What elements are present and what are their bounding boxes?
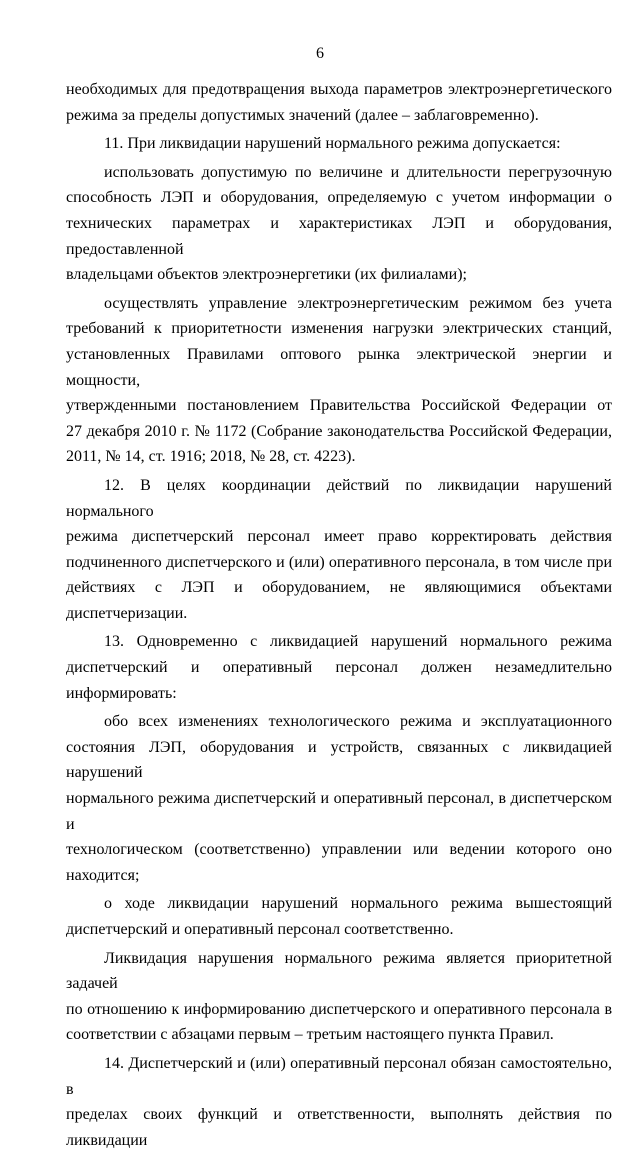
text-line: 12. В целях координации действий по ликвидации нарушений нормального	[66, 476, 612, 520]
text-line: владельцами объектов электроэнергетики (их филиалами);	[66, 266, 467, 284]
paragraph-regime-control	[66, 291, 612, 470]
text-line: соответствии с абзацами первым – третьим настоящего пункта Правил.	[66, 1026, 554, 1044]
text-line: утвержденными постановлением Правительства Российской Федерации от	[66, 397, 612, 415]
paragraph-item-13	[66, 629, 612, 706]
text-line: 27 декабря 2010 г. № 1172 (Собрание законодательства Российской Федерации,	[66, 422, 612, 440]
text-line: обо всех изменениях технологического режима и эксплуатационного	[104, 713, 612, 731]
text-line: действиях с ЛЭП и оборудованием, не являющимися объектами диспетчеризации.	[66, 579, 612, 622]
text-line: Ликвидация нарушения нормального режима является приоритетной задачей	[66, 949, 612, 993]
text-line: установленных Правилами оптового рынка электрической энергии и мощности,	[66, 345, 612, 389]
text-line: о ходе ликвидации нарушений нормального режима вышестоящий	[104, 895, 612, 913]
text-line: технических параметрах и характеристиках ЛЭП и оборудования, предоставленной	[66, 214, 612, 258]
paragraph-priority	[66, 946, 612, 1048]
paragraph-item-14	[66, 1051, 612, 1153]
text-line: 11. При ликвидации нарушений нормального режима допускается:	[104, 135, 561, 153]
text-line: пределах своих функций и ответственности, выполнять действия по ликвидации	[66, 1106, 612, 1149]
text-line: режима диспетчерский персонал имеет право корректировать действия	[66, 528, 612, 546]
text-line: состояния ЛЭП, оборудования и устройств, связанных с ликвидацией нарушений	[66, 738, 612, 782]
text-line: 13. Одновременно с ликвидацией нарушений нормального режима	[104, 633, 612, 651]
text-line: технологическом (соответственно) управлении или ведении которого оно находится;	[66, 841, 612, 884]
text-line: необходимых для предотвращения выхода параметров электроэнергетического	[66, 81, 612, 98]
page-number: 6	[316, 45, 324, 62]
text-line: подчиненного диспетчерского и (или) оперативного персонала, в том числе при	[66, 553, 612, 571]
paragraph-item-11	[66, 131, 612, 157]
text-line: осуществлять управление электроэнергетическим режимом без учета	[104, 294, 612, 312]
text-line: способность ЛЭП и оборудования, определяемую с учетом информации о	[66, 189, 612, 207]
paragraph-continuation	[66, 77, 612, 128]
text-line: требований к приоритетности изменения нагрузки электрических станций,	[66, 320, 612, 338]
text-line: 2011, № 14, ст. 1916; 2018, № 28, ст. 4223).	[66, 448, 356, 466]
paragraph-state-changes	[66, 709, 612, 888]
text-line: диспетчерский и оперативный персонал должен незамедлительно информировать:	[66, 659, 612, 702]
text-line: 14. Диспетчерский и (или) оперативный персонал обязан самостоятельно, в	[66, 1054, 612, 1098]
paragraph-progress-report	[66, 891, 612, 942]
paragraph-overload-capacity	[66, 160, 612, 288]
text-line: диспетчерский и оперативный персонал соответственно.	[66, 921, 454, 938]
text-line: использовать допустимую по величине и длительности перегрузочную	[104, 163, 612, 181]
document-body	[66, 77, 612, 1153]
text-line: режима за пределы допустимых значений (далее – заблаговременно).	[66, 106, 539, 124]
paragraph-item-12	[66, 473, 612, 627]
text-line: нормального режима диспетчерский и оперативный персонал, в диспетчерском и	[66, 790, 612, 833]
text-line: по отношению к информированию диспетчерского и оперативного персонала в	[66, 1000, 612, 1018]
